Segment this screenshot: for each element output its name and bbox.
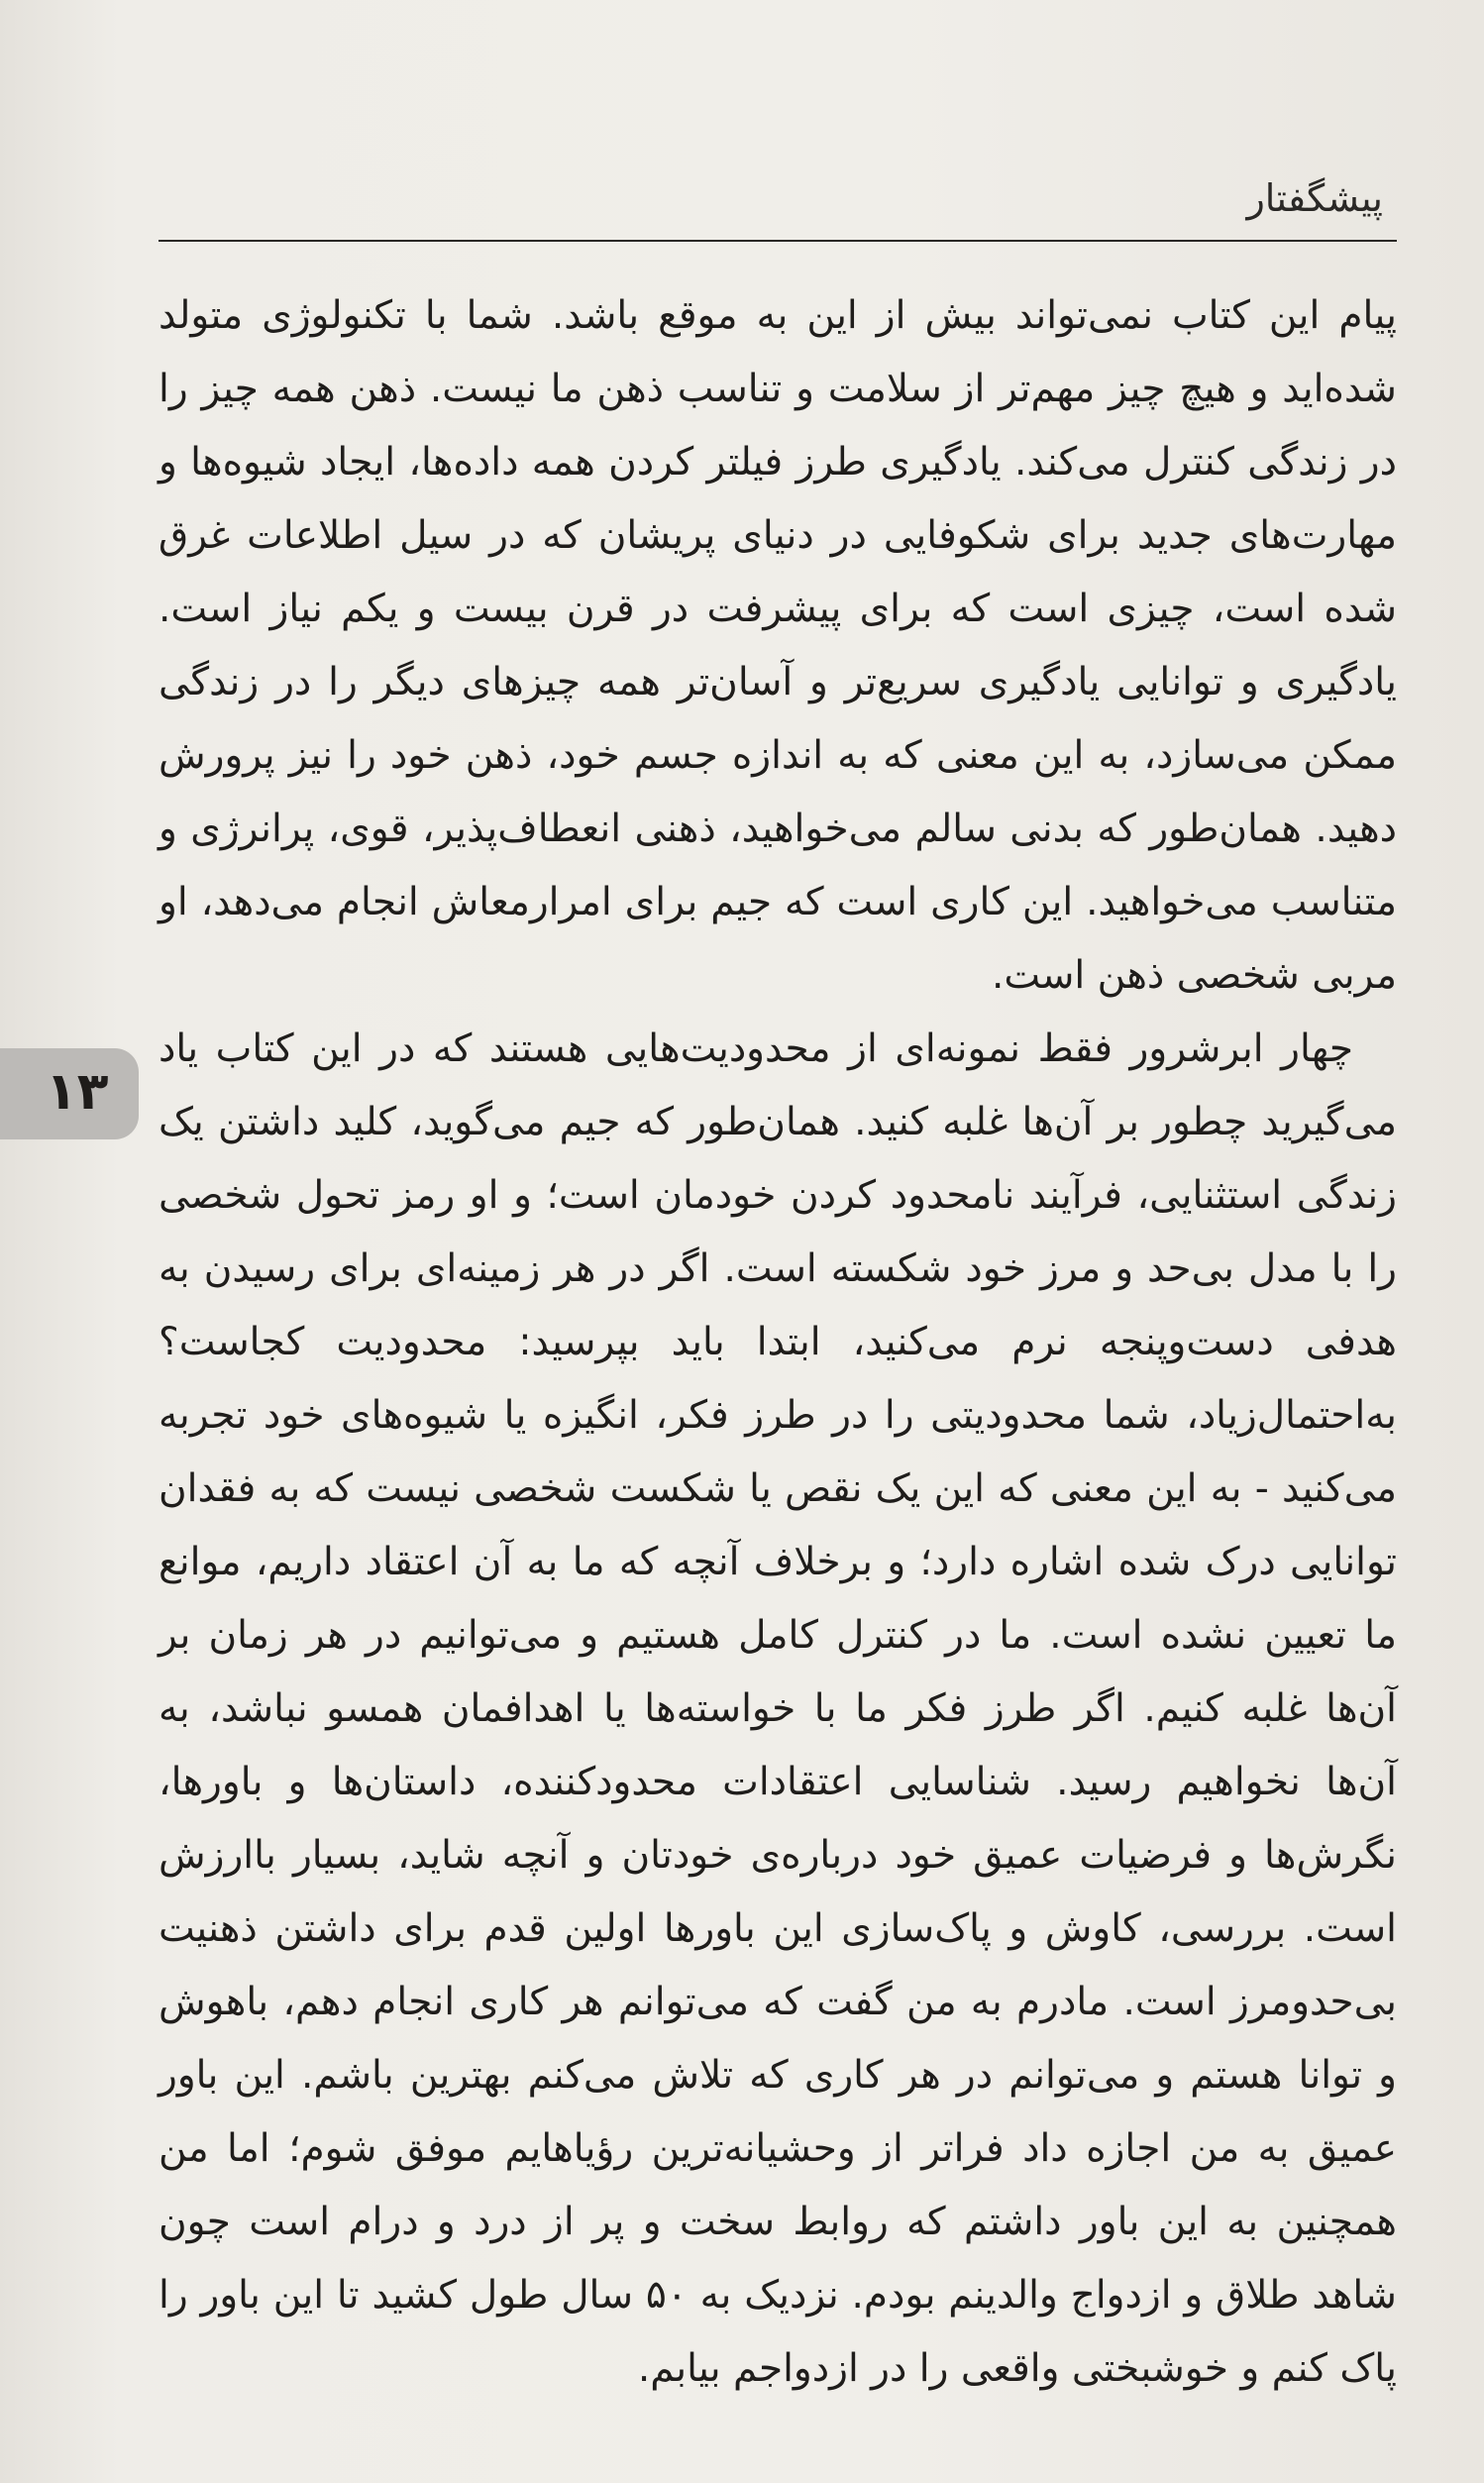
running-head: پیشگفتار [1246,176,1383,220]
page-number: ۱۳ [46,1062,109,1122]
body-text [159,279,1397,2406]
paragraph: پیام این کتاب نمی‌تواند بیش از این به موقع باشد. شما با تکنولوژی متولد شده‌اید و هیچ چیز مهم‌تر از سلامت و تناسب ذهن ما نیست. ذهن همه چیز را در زندگی کنترل می‌کند. یادگیری طرز فیلتر کردن همه داده‌ها، ایجاد شیوه‌ها و مهارت‌های جدید برای شکوفایی در دنیای پریشان که در سیل اطلاعات غرق شده است، چیزی است که برای پیشرفت در قرن بیست و یکم نیاز است. یادگیری و توانایی یادگیری سریع‌تر و آسان‌تر همه چیزهای دیگر را در زندگی ممکن می‌سازد، به این معنی که به اندازه جسم خود، ذهن خود را نیز پرورش دهید. همان‌طور که بدنی سالم می‌خواهید، ذهنی انعطاف‌پذیر، قوی، پرانرژی و متناسب می‌خواهید. این کاری است که جیم برای امرارمعاش انجام می‌دهد، او مربی شخصی ذهن است. [159,293,1397,998]
paragraph: چهار ابرشرور فقط نمونه‌ای از محدودیت‌هایی هستند که در این کتاب یاد می‌گیرید چطور بر آن‌ها غلبه کنید. همان‌طور که جیم می‌گوید، کلید داشتن یک زندگی استثنایی، فرآیند نامحدود کردن خودمان است؛ و او رمز تحول شخصی را با مدل بی‌حد و مرز خود شکسته است. اگر در هر زمینه‌ای برای رسیدن به هدفی دست‌وپنجه نرم می‌کنید، ابتدا باید بپرسید: محدودیت کجاست؟ به‌احتمال‌زیاد، شما محدودیتی را در طرز فکر، انگیزه یا شیوه‌های خود تجربه می‌کنید - به این معنی که این یک نقص یا شکست شخصی نیست که به فقدان توانایی درک شده اشاره دارد؛ و برخلاف آنچه که ما به آن اعتقاد داریم، موانع ما تعیین نشده است. ما در کنترل کامل هستیم و می‌توانیم در هر زمان بر آن‌ها غلبه کنیم. اگر طرز فکر ما با خواسته‌ها یا اهدافمان همسو نباشد، به آن‌ها نخواهیم رسید. شناسایی اعتقادات محدودکننده، داستان‌ها و باورها، نگرش‌ها و فرضیات عمیق خود درباره‌ی خودتان و آنچه شاید، بسیار باارزش است. بررسی، کاوش و پاک‌سازی این باورها اولین قدم برای داشتن ذهنیت بی‌حدومرز است. مادرم به من گفت که می‌توانم هر کاری انجام دهم، باهوش و توانا هستم و می‌توانم در هر کاری که تلاش می‌کنم بهترین باشم. این باور عمیق به من اجازه داد فراتر از وحشیانه‌ترین رؤیاهایم موفق شوم؛ اما من همچنین به این باور داشتم که روابط سخت و پر از درد و درام است چون شاهد طلاق و ازدواج والدینم بودم. نزدیک به ۵۰ سال طول کشید تا این باور را پاک کنم و خوشبختی واقعی را در ازدواجم بیابم. [159,1026,1397,2391]
page-header [159,159,1397,242]
page-number-tab [0,1048,139,1139]
